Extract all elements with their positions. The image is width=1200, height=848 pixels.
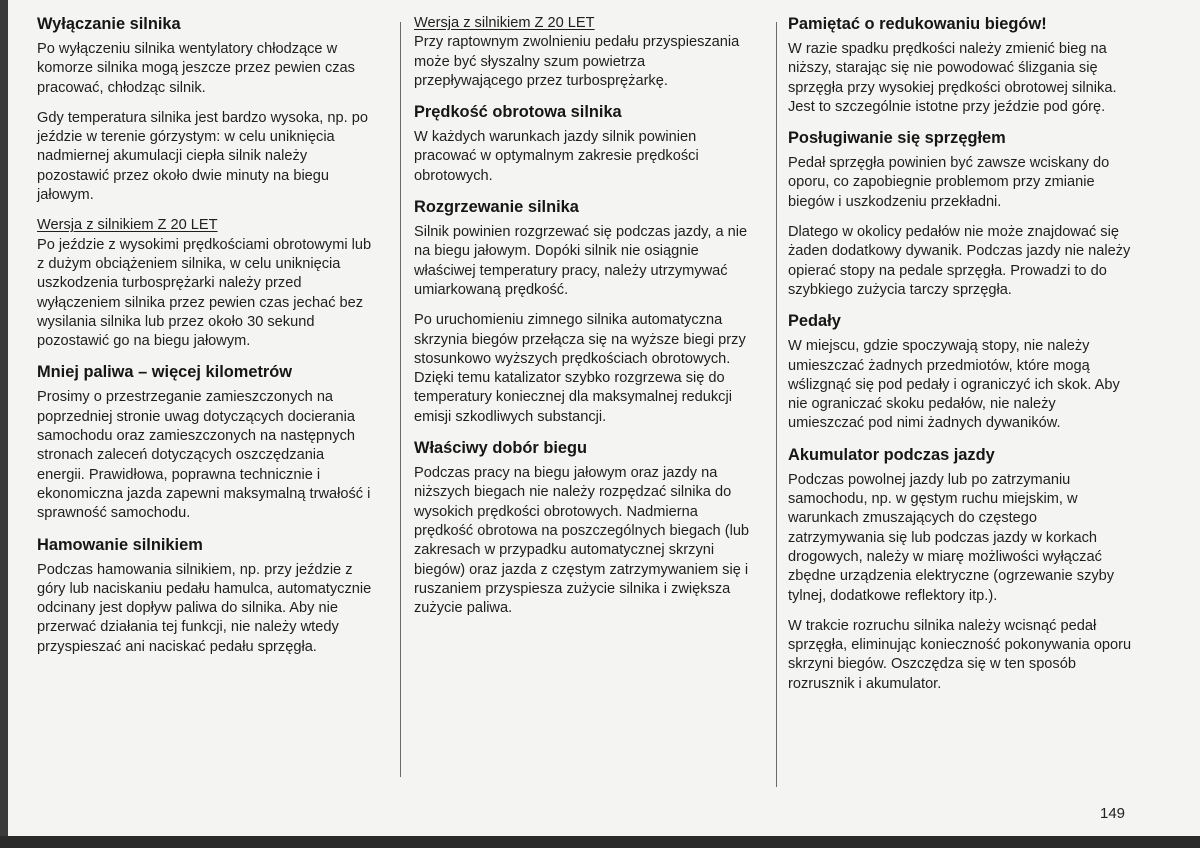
heading-battery-driving: Akumulator podczas jazdy [788,445,995,464]
heading-engine-warmup: Rozgrzewanie silnika [414,198,579,217]
paragraph: Podczas powolnej jazdy lub po zatrzymaniu samochodu, np. w gęstym ruchu miejskim, w warunkach zmuszających do częstego zatrzymywania się lub podczas jazdy w korkach drogowych, należy w miarę możliwości wyłączać zbędne urządzenia elektryczne (ogrzewanie szyby tylnej, dodatkowe reflektory itp.). [788,471,1115,604]
heading-engine-shutdown: Wyłączanie silnika [37,15,181,33]
paragraph: Po jeździe z wysokimi prędkościami obrotowymi lub z dużym obciążeniem silnika, w celu uniknięcia uszkodzenia turbosprężarki należy przed wyłączeniem silnika przez pewien czas jechać bez wysilania silnika lub przez około 30 sekund pozostawić go na biegu jałowym. [37,236,372,350]
column-divider [776,22,777,787]
page-binding-edge [0,0,8,848]
page-bottom-edge [0,836,1200,848]
heading-less-fuel: Mniej paliwa – więcej kilometrów [37,363,293,382]
heading-engine-speed: Prędkość obrotowa silnika [414,103,622,122]
heading-engine-braking: Hamowanie silnikiem [37,535,203,554]
paragraph: W miejscu, gdzie spoczywają stopy, nie należy umieszczać żadnych przedmiotów, które mogą wślizgnąć się pod pedały i ograniczyć ich skok. Aby nie ograniczać skoku pedałów, nie należy umieszczać pod nimi żadnych dywaników. [788,338,1120,432]
heading-clutch-use: Posługiwanie się sprzęgłem [788,129,1006,148]
heading-gear-selection: Właściwy dobór biegu [414,439,588,458]
heading-pedals: Pedały [788,312,841,331]
page-number: 149 [1100,805,1126,822]
column-3 [788,14,1133,705]
paragraph: Pedał sprzęgła powinien być zawsze wciskany do oporu, co zapobiegnie problemom przy zmianie biegów i uszkodzeniu przekładni. [788,155,1110,210]
paragraph: Podczas pracy na biegu jałowym oraz jazdy na niższych biegach nie należy rozpędzać silnika do wysokich prędkości obrotowych. Nadmierna prędkość obrotowa na poszczególnych biegach (lub zakresach w przypadku automatycznej skrzyni biegów) oraz jazda z częstym zatrzymywaniem się i ruszaniem przyspiesza zużycie silnika i zwiększa zużycie paliwa. [414,465,750,617]
paragraph: Dlatego w okolicy pedałów nie może znajdować się żaden dodatkowy dywanik. Podczas jazdy nie należy opierać stopy na pedale sprzęgła. Prowadzi to do szybkiego zużycia tarczy sprzęgła. [788,224,1131,298]
paragraph: Prosimy o przestrzeganie zamieszczonych na poprzedniej stronie uwag dotyczących docierania samochodu oraz zamieszczonych na następnych stronach zaleceń dotyczących oszczędzania energii. Prawidłowa, poprawna technicznie i ekonomiczna jazda zapewni maksymalną trwałość i sprawność samochodu. [37,389,371,522]
paragraph: Podczas hamowania silnikiem, np. przy jeździe z góry lub naciskaniu pedału hamulca, automatycznie odcinany jest dopływ paliwa do silnika. Aby nie przerwać działania tej funkcji, nie należy wtedy przyspieszać ani naciskać pedału sprzęgła. [37,561,372,655]
paragraph: W trakcie rozruchu silnika należy wcisnąć pedał sprzęgła, eliminując konieczność pokonywania oporu skrzyni biegów. Oszczędza się w ten sposób rozrusznik i akumulator. [788,617,1132,692]
column-divider [400,22,401,777]
paragraph: Po uruchomieniu zimnego silnika automatyczna skrzynia biegów przełącza się na wyższe biegi przy stosunkowo wyższych prędkościach obrotowych. Dzięki temu katalizator szybko rozgrzewa się do temperatury koniecznej dla maksymalnej redukcji emisji szkodliwych substancji. [414,312,746,425]
paragraph: Po wyłączeniu silnika wentylatory chłodzące w komorze silnika mogą jeszcze przez pewien czas pracować, chłodząc silnik. [37,41,355,96]
column-1 [37,14,375,668]
paragraph: W każdych warunkach jazdy silnik powinien pracować w optymalnym zakresie prędkości obrotowych. [414,129,699,184]
column-2 [414,14,751,629]
paragraph: Przy raptownym zwolnieniu pedału przyspieszania może być słyszalny szum powietrza przepływającego przez turbosprężarkę. [414,34,740,89]
paragraph: W razie spadku prędkości należy zmienić bieg na niższy, starając się nie powodować ślizgania się sprzęgła przy wysokiej prędkości obrotowej silnika. Jest to szczególnie istotne przy jeździe pod górę. [788,41,1117,115]
heading-downshift: Pamiętać o redukowaniu biegów! [788,15,1047,33]
paragraph: Silnik powinien rozgrzewać się podczas jazdy, a nie na biegu jałowym. Dopóki silnik nie osiągnie właściwej temperatury pracy, należy utrzymywać umiarkowaną prędkość. [414,224,748,298]
subheading-z20let: Wersja z silnikiem Z 20 LET [37,217,218,234]
subheading-z20let: Wersja z silnikiem Z 20 LET [414,15,595,31]
paragraph: Gdy temperatura silnika jest bardzo wysoka, np. po jeździe w terenie górzystym: w celu uniknięcia nadmiernej akumulacji ciepła silnik należy pozostawić przez około dwie minuty na biegu jałowym. [37,109,368,204]
